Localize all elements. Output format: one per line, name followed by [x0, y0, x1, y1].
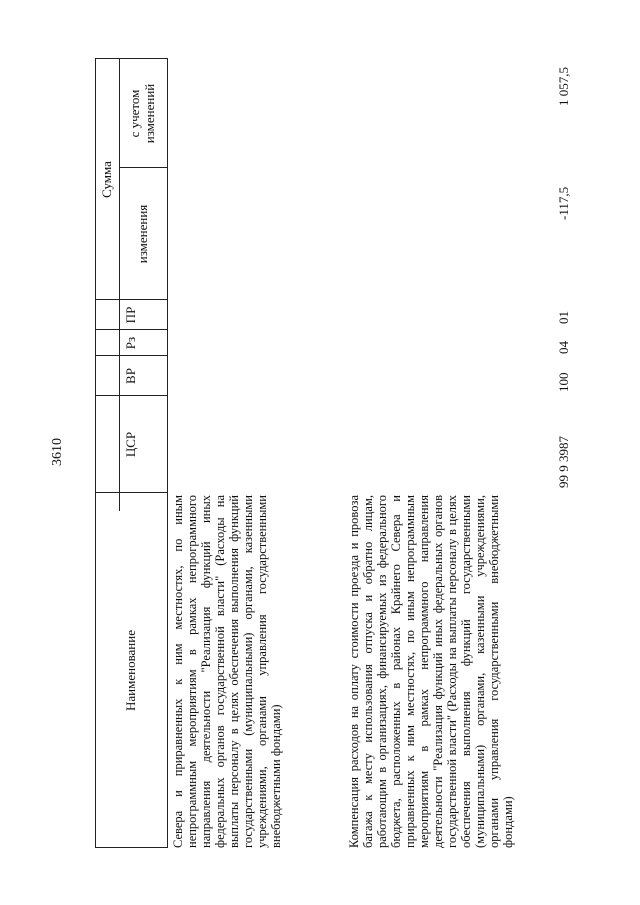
header-bottom-border: [167, 58, 168, 848]
row-2-with-changes: 1 057,5: [556, 67, 571, 106]
header-sum: Сумма: [98, 161, 114, 198]
header-rz: Рз: [122, 336, 138, 350]
header-with-changes: [119, 59, 167, 168]
row-2-name: Компенсация расходов на оплату стоимости проезда и провоза багажа к месту использования отпуска и обратно лицам, работающим в организациях, финансируемых из федерального бюджета, расположенных в районах Крайнего Севера и приравненных к ним местностях, по иным непрограммным мероприятиям в рамках непрограммного направления деятельности "Реализация функций иных федеральных органов государственной власти" (Расходы на выплаты персоналу в целях обеспечения выполнения функций государственными (муниципальными) органами, казенными учреждениями, органами управления государственными внебюджетными фондами): [347, 495, 515, 848]
budget-table: [95, 58, 575, 848]
page-number: 3610: [50, 438, 65, 466]
row-1-name: Севера и приравненных к ним местностях, по иным непрограммным мероприятиям в рамках непрограммного направления деятельности "Реализация функций иных федеральных органов государственной власти" (Расходы на выплаты персоналу в целях обеспечения выполнения функций государственными (муниципальными) органами, казенными учреждениями, органами управления государственными внебюджетными фондами): [171, 495, 283, 848]
header-changes: изменения: [134, 204, 150, 264]
row-2-vr: 100: [556, 372, 571, 392]
header-csr: ЦСР: [122, 431, 138, 458]
header-name: Наименование: [122, 630, 138, 711]
header-with-changes-line1: с учетом: [127, 89, 143, 138]
header-pr: ПР: [122, 306, 138, 324]
header-vr: ВР: [122, 368, 138, 384]
row-2-pr: 01: [556, 311, 571, 324]
row-2-csr: 99 9 3987: [556, 436, 571, 488]
header-with-changes-line2: изменений: [142, 83, 157, 144]
row-2-changes: -117,5: [556, 186, 571, 220]
row-2-rz: 04: [556, 341, 571, 354]
